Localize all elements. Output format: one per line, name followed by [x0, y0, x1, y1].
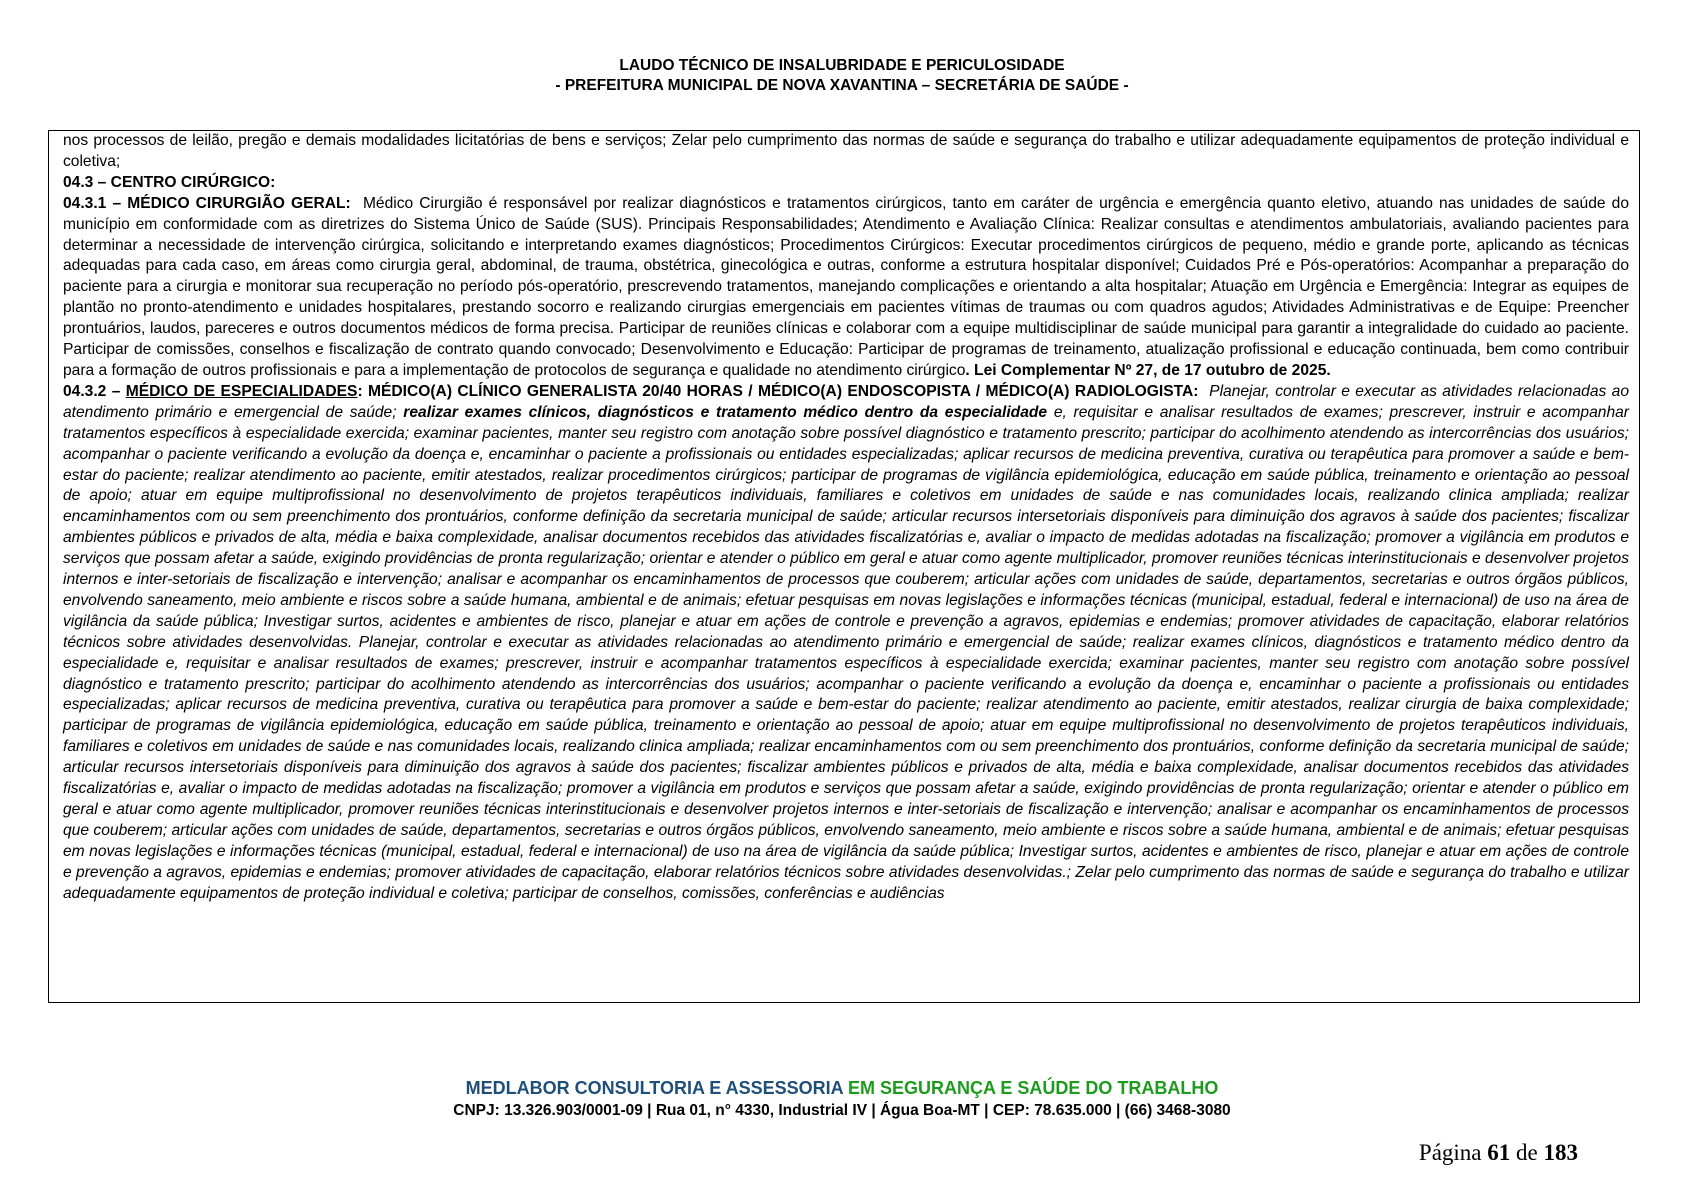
- page-current: 61: [1487, 1140, 1511, 1165]
- page-number: [1419, 1140, 1578, 1166]
- s1-law: . Lei Complementar Nº 27, de 17 outubro de 2025.: [965, 361, 1331, 379]
- s2-bold-italic: realizar exames clínicos, diagnósticos e tratamento médico dentro da especialidade: [403, 403, 1048, 421]
- footer-address: CNPJ: 13.326.903/0001-09 | Rua 01, n° 4330, Industrial IV | Água Boa-MT | CEP: 78.635.000 | (66) 3468-3080: [453, 1102, 1231, 1119]
- s2-title-underlined: MÉDICO DE ESPECIALIDADES: [125, 382, 358, 400]
- page-label: Página: [1418, 1140, 1482, 1165]
- document-footer: [0, 1076, 1684, 1121]
- document-header: [0, 56, 1684, 96]
- s2-number: 04.3.2 –: [63, 382, 126, 400]
- s2-text-2: e, requisitar e analisar resultados de exames; prescrever, instruir e acompanhar tratamentos específicos à especialidade exercida; examinar pacientes, manter seu registro com anotação sobre possível diagnóstico e tratamento prescrito; participar do acolhimento atendendo as intercorrências dos usuários; acompanhar o paciente verificando a evolução da doença e, encaminhar o paciente a profissionais ou entidades especializadas; aplicar recursos de medicina preventiva, curativa ou terapêutica para promover a saúde e bem-estar do paciente; realizar atendimento ao paciente, emitir atestados, realizar procedimentos cirúrgicos; participar de programas de vigilância epidemiológica, educação em saúde pública, treinamento e orientação ao pessoal de apoio; atuar em equipe multiprofissional no desenvolvimento de projetos terapêuticos individuais, familiares e coletivos em unidades de saúde e nas comunidades locais, realizando clinica ampliada; realizar encaminhamentos com ou sem preenchimento dos prontuários, conforme definição da secretaria municipal de saúde; articular recursos intersetoriais disponíveis para diminuição dos agravos à saúde dos pacientes; fiscalizar ambientes públicos e privados de alta, média e baixa complexidade, analisar documentos recebidos das atividades fiscalizatórias e, avaliar o impacto de medidas adotadas na fiscalização; promover a vigilância em produtos e serviços que possam afetar a saúde, exigindo providências de pronta regularização; orientar e atender o público em geral e atuar como agente multiplicador, promover reuniões técnicas interinstitucionais e desenvolver projetos internos e inter-setoriais de fiscalização e intervenção; analisar e acompanhar os encaminhamentos de processos que couberem; articular ações com unidades de saúde, departamentos, secretarias e outros órgãos públicos, envolvendo saneamento, meio ambiente e riscos sobre a saúde humana, ambiental e de animais; efetuar pesquisas em novas legislações e informações técnicas (municipal, estadual, federal e internacional) de uso na área de vigilância da saúde pública; Investigar surtos, acidentes e ambientes de risco, planejar e atuar em ações de controle e prevenção a agravos, epidemias e endemias; promover atividades de capacitação, elaborar relatórios técnicos sobre atividades desenvolvidas. Planejar, controlar e executar as atividades relacionadas ao atendimento primário e emergencial de saúde; realizar exames clínicos, diagnósticos e tratamento médico dentro da especialidade e, requisitar e analisar resultados de exames; prescrever, instruir e acompanhar tratamentos específicos à especialidade exercida; examinar pacientes, manter seu registro com anotação sobre possível diagnóstico e tratamento prescrito; participar do acolhimento atendendo as intercorrências dos usuários; acompanhar o paciente verificando a evolução da doença e, encaminhar o paciente a profissionais ou entidades especializadas; aplicar recursos de medicina preventiva, curativa ou terapêutica para promover a saúde e bem-estar do paciente; realizar atendimento ao paciente, emitir atestados, realizar cirurgia de baixa complexidade; participar de programas de vigilância epidemiológica, educação em saúde pública, treinamento e orientação ao pessoal de apoio; atuar em equipe multiprofissional no desenvolvimento de projetos terapêuticos individuais, familiares e coletivos em unidades de saúde e nas comunidades locais, realizando clinica ampliada; realizar encaminhamentos com ou sem preenchimento dos prontuários, conforme definição da secretaria municipal de saúde; articular recursos intersetoriais disponíveis para diminuição dos agravos à saúde dos pacientes; fiscalizar ambientes públicos e privados de alta, média e baixa complexidade, analisar documentos recebidos das atividades fiscalizatórias e, avaliar o impacto de medidas adotadas na fiscalização; promover a vigilância em produtos e serviços que possam afetar a saúde, exigindo providências de pronta regularização; orientar e atender o público em geral e atuar como agente multiplicador, promover reuniões técnicas interinstitucionais e desenvolver projetos internos e inter-setoriais de fiscalização e intervenção; analisar e acompanhar os encaminhamentos de processos que couberem; articular ações com unidades de saúde, departamentos, secretarias e outros órgãos públicos, envolvendo saneamento, meio ambiente e riscos sobre a saúde humana, ambiental e de animais; efetuar pesquisas em novas legislações e informações técnicas (municipal, estadual, federal e internacional) de uso na área de vigilância da saúde pública; Investigar surtos, acidentes e ambientes de risco, planejar e atuar em ações de controle e prevenção a agravos, epidemias e endemias; promover atividades de capacitação, elaborar relatórios técnicos sobre atividades desenvolvidas.; Zelar pelo cumprimento das normas de saúde e segurança do trabalho e utilizar adequadamente equipamentos de proteção individual e coletiva; participar de conselhos, comissões, conferências e audiências: [63, 403, 1629, 902]
- footer-tagline: EM SEGURANÇA E SAÚDE DO TRABALHO: [848, 1078, 1219, 1098]
- s1-title: 04.3.1 – MÉDICO CIRURGIÃO GERAL:: [63, 194, 351, 212]
- section-title: 04.3 – CENTRO CIRÚRGICO:: [63, 173, 276, 191]
- footer-company-line: [0, 1076, 1684, 1100]
- s1-text: Médico Cirurgião é responsável por realizar diagnósticos e tratamentos cirúrgicos, tanto em caráter de urgência e emergência quanto eletivo, atuando nas unidades de saúde do município em conformidade com as diretrizes do Sistema Único de Saúde (SUS). Principais Responsabilidades; Atendimento e Avaliação Clínica: Realizar consultas e atendimentos ambulatoriais, avaliando pacientes para determinar a necessidade de intervenção cirúrgica, solicitando e interpretando exames diagnósticos; Procedimentos Cirúrgicos: Executar procedimentos cirúrgicos de pequeno, médio e grande porte, aplicando as técnicas adequadas para cada caso, em áreas como cirurgia geral, abdominal, de trauma, obstétrica, ginecológica e outras, conforme a estrutura hospitalar disponível; Cuidados Pré e Pós-operatórios: Acompanhar a preparação do paciente para a cirurgia e monitorar sua recuperação no período pós-operatório, prescrevendo tratamentos, manejando complicações e orientando a alta hospitalar; Atuação em Urgência e Emergência: Integrar as equipes de plantão no pronto-atendimento e unidades hospitalares, prestando socorro e realizando cirurgias emergenciais em pacientes vítimas de traumas ou com quadros agudos; Atividades Administrativas e de Equipe: Preencher prontuários, laudos, pareceres e outros documentos médicos de forma precisa. Participar de reuniões clínicas e colaborar com a equipe multidisciplinar de saúde municipal para garantir a integralidade do cuidado ao paciente. Participar de comissões, conselhos e fiscalização de contrato quando convocado; Desenvolvimento e Educação: Participar de programas de treinamento, atualização profissional e educação continuada, bem como contribuir para a formação de outros profissionais e para a implementação de protocolos de segurança e qualidade no atendimento cirúrgico: [63, 194, 1630, 379]
- intro-paragraph: nos processos de leilão, pregão e demais modalidades licitatórias de bens e serviços; Zelar pelo cumprimento das normas de saúde e segurança do trabalho e utilizar adequadamente equipamentos de proteção individual e coletiva;: [63, 132, 1629, 170]
- page-total: 183: [1543, 1140, 1578, 1165]
- footer-company: MEDLABOR CONSULTORIA E ASSESSORIA: [465, 1078, 843, 1098]
- s2-text-1: Planejar, controlar e executar as atividades relacionadas ao atendimento primário e emergencial de saúde;: [63, 382, 1629, 421]
- content-frame: [48, 130, 1640, 1003]
- page-separator: de: [1516, 1140, 1538, 1165]
- s2-title-rest: : MÉDICO(A) CLÍNICO GENERALISTA 20/40 HORAS / MÉDICO(A) ENDOSCOPISTA / MÉDICO(A) RADIOLOGISTA:: [357, 382, 1199, 400]
- header-title: LAUDO TÉCNICO DE INSALUBRIDADE E PERICULOSIDADE: [619, 57, 1065, 74]
- header-subtitle: - PREFEITURA MUNICIPAL DE NOVA XAVANTINA – SECRETÁRIA DE SAÚDE -: [555, 77, 1129, 94]
- section-04-3-2: [63, 382, 1629, 905]
- section-04-3-1: [63, 194, 1629, 382]
- document-body: [63, 131, 1629, 905]
